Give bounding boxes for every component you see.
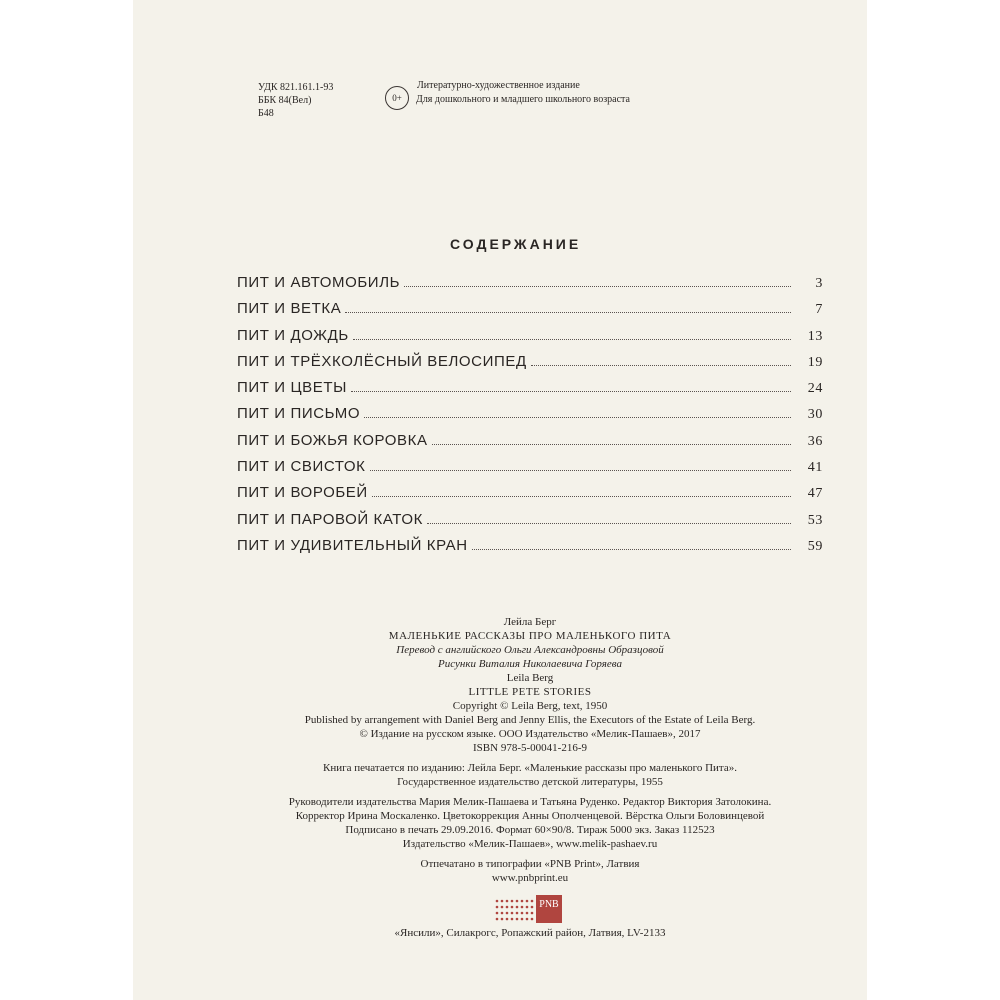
dot-leader [404,286,791,287]
toc-item-page: 47 [807,486,823,502]
edition-audience: Для дошкольного и младшего школьного возраста [416,94,630,105]
printer-url: www.pnbprint.eu [491,872,569,884]
dot-leader [353,339,791,340]
toc-item [237,458,823,484]
toc-item [237,537,823,563]
toc-item-title: ПИТ И УДИВИТЕЛЬНЫЙ КРАН [237,536,468,554]
translator-credit: Перевод с английского Ольги Александровны Образцовой [396,644,664,656]
dot-leader [372,496,791,497]
toc-item-page: 3 [815,276,823,291]
toc-item-title: ПИТ И ТРЁХКОЛЁСНЫЙ ВЕЛОСИПЕД [237,352,527,370]
book-title-en: LITTLE PETE STORIES [468,686,592,698]
book-title-ru: МАЛЕНЬКИЕ РАССКАЗЫ ПРО МАЛЕНЬКОГО ПИТА [388,630,672,642]
bbk-code: ББК 84(Вел) [258,95,312,106]
dot-leader [472,549,791,550]
author-en: Leila Berg [506,672,554,684]
toc-item-page: 59 [807,538,823,554]
imprint-block [280,615,780,885]
age-rating-badge: 0+ [385,86,409,110]
toc-item-page: 13 [807,328,823,344]
edition-info [417,79,630,107]
copyright-text: Copyright © Leila Berg, text, 1950 [452,700,608,712]
toc-item-title: ПИТ И ДОЖДЬ [237,326,349,344]
toc-item [237,405,823,431]
toc-item-page: 36 [807,433,823,449]
udk-code: УДК 821.161.1-93 [258,82,334,93]
show-through-text [272,150,812,210]
toc-item [237,274,823,300]
source-publisher: Государственное издательство детской литературы, 1955 [397,776,663,788]
logo-dots-icon [494,898,536,922]
toc-item [237,511,823,537]
arrangement-text: Published by arrangement with Daniel Berg and Jenny Ellis, the Executors of the Estate of Leila Berg. [304,714,756,726]
toc-item-page: 41 [807,460,823,476]
dot-leader [370,470,792,471]
table-of-contents [237,274,823,563]
edition-type: Литературно-художественное издание [417,80,580,91]
print-details: Подписано в печать 29.09.2016. Формат 60×90/8. Тираж 5000 экз. Заказ 112523 [345,824,715,836]
toc-item [237,327,823,353]
dot-leader [427,523,791,524]
isbn: ISBN 978-5-00041-216-9 [473,742,587,754]
toc-item [237,353,823,379]
toc-item-title: ПИТ И АВТОМОБИЛЬ [237,274,401,291]
dot-leader [432,444,791,445]
toc-title: СОДЕРЖАНИЕ [450,236,582,252]
toc-item-title: ПИТ И ПИСЬМО [237,405,361,423]
toc-item-title: ПИТ И ПАРОВОЙ КАТОК [237,510,423,528]
source-edition: Книга печатается по изданию: Лейла Берг. «Маленькие рассказы про маленького Пита». [323,762,737,774]
toc-item-page: 53 [807,512,823,528]
publisher-info: Издательство «Мелик-Пашаев», www.melik-pashaev.ru [402,838,658,850]
toc-item-title: ПИТ И ВОРОБЕЙ [237,484,368,502]
toc-item-title: ПИТ И БОЖЬЯ КОРОВКА [237,431,428,449]
author-code: Б48 [258,108,274,119]
toc-item-page: 30 [807,407,823,423]
pnb-print-logo [494,895,564,925]
toc-item [237,300,823,326]
toc-item-page: 24 [807,381,823,397]
toc-item [237,432,823,458]
dot-leader [531,365,791,366]
toc-item-title: ПИТ И ВЕТКА [237,300,342,318]
toc-item [237,379,823,405]
toc-item-page: 19 [807,354,823,370]
dot-leader [364,417,791,418]
logo-text: PNB [536,895,562,923]
toc-item-page: 7 [815,302,823,318]
staff-credits-2: Корректор Ирина Москаленко. Цветокоррекция Анны Ополченцевой. Вёрстка Ольги Боловинцевой [295,810,765,822]
printer-info: Отпечатано в типографии «PNB Print», Латвия [420,858,640,870]
staff-credits: Руководители издательства Мария Мелик-Пашаева и Татьяна Руденко. Редактор Виктория Затолокина. [288,796,772,808]
dot-leader [351,391,791,392]
toc-item [237,484,823,510]
copyright-ru: © Издание на русском языке. ООО Издательство «Мелик-Пашаев», 2017 [359,728,701,740]
toc-item-title: ПИТ И ЦВЕТЫ [237,379,347,397]
dot-leader [345,312,791,313]
illustrator-credit: Рисунки Виталия Николаевича Горяева [438,658,622,670]
printer-address: «Янсили», Силакрогс, Ропажский район, Латвия, LV-2133 [394,927,666,939]
catalog-codes [258,81,333,120]
author-ru: Лейла Берг [503,616,557,628]
toc-item-title: ПИТ И СВИСТОК [237,458,366,476]
